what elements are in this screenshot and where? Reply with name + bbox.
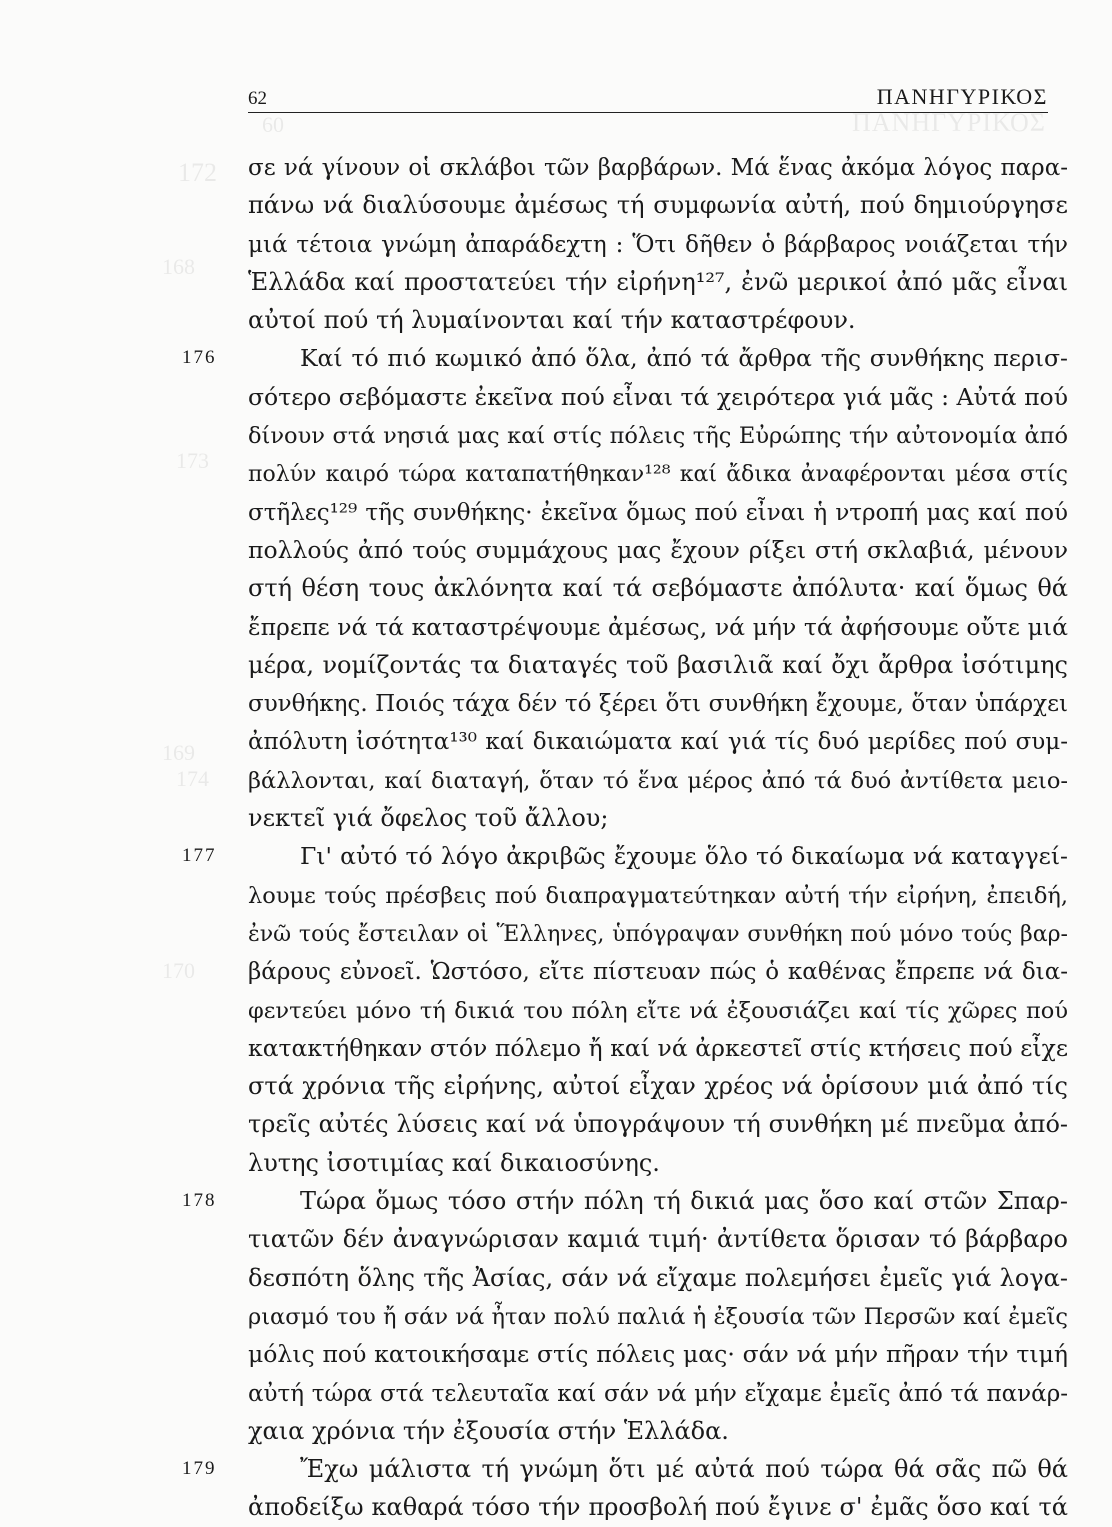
- line-text: ἔπρεπε νά τά καταστρέψουμε ἀμέσως, νά μήν τά ἀφήσουμε οὔτε μιά: [248, 612, 1068, 641]
- bleed-through-margin-173: 173: [176, 448, 209, 473]
- line-text: νεκτεῖ γιά ὄφελος τοῦ ἄλλου;: [248, 804, 609, 833]
- text-line: [248, 914, 1068, 952]
- text-line: [248, 186, 1068, 224]
- line-text: σε νά γίνουν οἱ σκλάβοι τῶν βαρβάρων. Μά ἕνας ἀκόμα λόγος παρα-: [248, 155, 1068, 181]
- line-text: πολύν καιρό τώρα καταπατήθηκαν¹²⁸ καί ἄδικα ἀναφέρονται μέσα στίς: [248, 462, 1068, 488]
- text-line: [248, 722, 1068, 760]
- text-line: [248, 493, 1068, 531]
- text-line: [248, 301, 1068, 339]
- text-line: [248, 1259, 1068, 1297]
- line-text: λυτης ἰσοτιμίας καί δικαιοσύνης.: [248, 1148, 660, 1177]
- text-line: [182, 837, 1068, 875]
- text-line: [248, 1144, 1068, 1182]
- bleed-through-page-number: 60: [262, 112, 284, 137]
- line-text: δίνουν στά νησιά μας καί στίς πόλεις τῆς Εὐρώπης τήν αὐτονομία ἀπό: [248, 423, 1068, 450]
- text-line: [248, 416, 1068, 454]
- line-text: βάλλονται, καί διαταγή, ὅταν τό ἕνα μέρος ἀπό τά δυό ἀντίθετα μειο-: [248, 767, 1068, 794]
- text-line: [248, 1488, 1068, 1526]
- bleed-through-margin-169: 169: [162, 740, 195, 765]
- line-text: ἐνῶ τούς ἔστειλαν οἱ Ἕλληνες, ὑπόγραψαν συνθήκη πού μόνο τούς βαρ-: [248, 921, 1068, 947]
- text-line: [248, 225, 1068, 263]
- text-line: [248, 761, 1068, 799]
- line-text: στά χρόνια τῆς εἰρήνης, αὐτοί εἶχαν χρέος νά ὁρίσουν μιά ἀπό τίς: [248, 1072, 1068, 1101]
- line-text: Ἔχω μάλιστα τή γνώμη ὅτι μέ αὐτά πού τώρα θά σᾶς πῶ θά: [300, 1455, 1068, 1484]
- line-text: ριασμό του ἤ σάν νά ἦταν πολύ παλιά ἡ ἐξουσία τῶν Περσῶν καί ἐμεῖς: [248, 1303, 1068, 1330]
- line-text: λουμε τούς πρέσβεις πού διαπραγματεύτηκαν αὐτή τήν εἰρήνη, ἐπειδή,: [248, 882, 1068, 909]
- text-line: [248, 1374, 1068, 1412]
- text-line: [248, 454, 1068, 492]
- section-number: 177: [182, 845, 217, 867]
- text-line: [248, 378, 1068, 416]
- page-number: 62: [248, 88, 267, 109]
- text-line: [248, 531, 1068, 569]
- line-text: βάρους εὐνοεῖ. Ὡστόσο, εἴτε πίστευαν πώς ὁ καθένας ἔπρεπε νά δια-: [248, 959, 1068, 986]
- line-text: τρεῖς αὐτές λύσεις καί νά ὑπογράψουν τή συνθήκη μέ πνεῦμα ἀπό-: [248, 1110, 1068, 1139]
- line-text: στή θέση τους ἀκλόνητα καί τά σεβόμαστε ἀπόλυτα· καί ὅμως θά: [248, 574, 1068, 603]
- section-number: 178: [182, 1190, 217, 1212]
- bleed-through-margin-168: 168: [162, 254, 195, 279]
- text-line: [248, 1220, 1068, 1258]
- line-text: ἀποδείξω καθαρά τόσο τήν προσβολή πού ἔγινε σ' ἐμᾶς ὅσο καί τά: [248, 1493, 1068, 1522]
- text-line: [182, 1450, 1068, 1488]
- line-text: ἀπόλυτη ἰσότητα¹³⁰ καί δικαιώματα καί γιά τίς δυό μερίδες πού συμ-: [248, 729, 1068, 756]
- line-text: Ἑλλάδα καί προστατεύει τήν εἰρήνη¹²⁷, ἐνῶ μερικοί ἀπό μᾶς εἶναι: [248, 267, 1068, 296]
- text-line: [248, 608, 1068, 646]
- text-line: [248, 263, 1068, 301]
- line-text: αὐτή τώρα στά τελευταῖα καί σάν νά μήν εἴχαμε ἐμεῖς ἀπό τά πανάρ-: [248, 1380, 1068, 1407]
- line-text: φεντεύει μόνο τή δικιά του πόλη εἴτε νά ἐξουσιάζει καί τίς χῶρες πού: [248, 997, 1068, 1024]
- text-line: [248, 684, 1068, 722]
- line-text: συνθήκης. Ποιός τάχα δέν τό ξέρει ὅτι συνθήκη ἔχουμε, ὅταν ὑπάρχει: [248, 691, 1068, 718]
- text-line: [248, 799, 1068, 837]
- bleed-through-margin-174: 174: [176, 766, 209, 791]
- text-line: [248, 952, 1068, 990]
- bleed-through-margin-172: 172: [178, 158, 217, 187]
- line-text: στῆλες¹²⁹ τῆς συνθήκης· ἐκεῖνα ὅμως πού εἶναι ἡ ντροπή μας καί πού: [248, 499, 1068, 526]
- bleed-through-running-title: ΠΑΝΗΓΥΡΙΚΟΣ: [852, 108, 1046, 137]
- text-line: [248, 1067, 1068, 1105]
- text-line: [248, 876, 1068, 914]
- line-text: μιά τέτοια γνώμη ἀπαράδεχτη : Ὅτι δῆθεν ὁ βάρβαρος νοιάζεται τήν: [248, 231, 1068, 258]
- line-text: Καί τό πιό κωμικό ἀπό ὅλα, ἀπό τά ἄρθρα τῆς συνθήκης περισ-: [300, 344, 1068, 373]
- line-text: σότερο σεβόμαστε ἐκεῖνα πού εἶναι τά χειρότερα γιά μᾶς : Αὐτά πού: [248, 382, 1068, 411]
- page-header: [248, 78, 1048, 113]
- section-number: 176: [182, 347, 217, 369]
- bleed-through-margin-170: 170: [162, 958, 195, 983]
- line-text: τιατῶν δέν ἀναγνώρισαν καμιά τιμή· ἀντίθετα ὅρισαν τό βάρβαρο: [248, 1225, 1068, 1254]
- running-title: ΠΑΝΗΓΥΡΙΚΟΣ: [876, 84, 1048, 109]
- text-line: [248, 1105, 1068, 1143]
- text-line: [248, 991, 1068, 1029]
- line-text: αὐτοί πού τή λυμαίνονται καί τήν καταστρέφουν.: [248, 306, 856, 335]
- text-line: [248, 1029, 1068, 1067]
- text-line: [248, 1335, 1068, 1373]
- line-text: δεσπότη ὅλης τῆς Ἀσίας, σάν νά εἴχαμε πολεμήσει ἐμεῖς γιά λογα-: [248, 1263, 1068, 1292]
- line-text: μέρα, νομίζοντάς τα διαταγές τοῦ βασιλιᾶ καί ὄχι ἄρθρα ἰσότιμης: [248, 650, 1068, 679]
- text-line: [248, 646, 1068, 684]
- line-text: πάνω νά διαλύσουμε ἀμέσως τή συμφωνία αὐτή, πού δημιούργησε: [248, 191, 1068, 220]
- text-line: [248, 1412, 1068, 1450]
- text-line: [248, 1297, 1068, 1335]
- line-text: κατακτήθηκαν στόν πόλεμο ἤ καί νά ἀρκεστεῖ στίς κτήσεις πού εἶχε: [248, 1033, 1068, 1062]
- text-line: [248, 569, 1068, 607]
- text-line: [182, 339, 1068, 377]
- line-text: Γι' αὐτό τό λόγο ἀκριβῶς ἔχουμε ὅλο τό δικαίωμα νά καταγγεί-: [300, 842, 1068, 871]
- text-line: [182, 1182, 1068, 1220]
- text-line: [248, 148, 1068, 186]
- line-text: Τώρα ὅμως τόσο στήν πόλη τή δικιά μας ὅσο καί στῶν Σπαρ-: [300, 1187, 1068, 1216]
- line-text: πολλούς ἀπό τούς συμμάχους μας ἔχουν ρίξει στή σκλαβιά, μένουν: [248, 535, 1068, 564]
- line-text: χαια χρόνια τήν ἐξουσία στήν Ἑλλάδα.: [248, 1416, 729, 1445]
- line-text: μόλις πού κατοικήσαμε στίς πόλεις μας· σάν νά μήν πῆραν τήν τιμή: [248, 1340, 1068, 1369]
- section-number: 179: [182, 1458, 217, 1480]
